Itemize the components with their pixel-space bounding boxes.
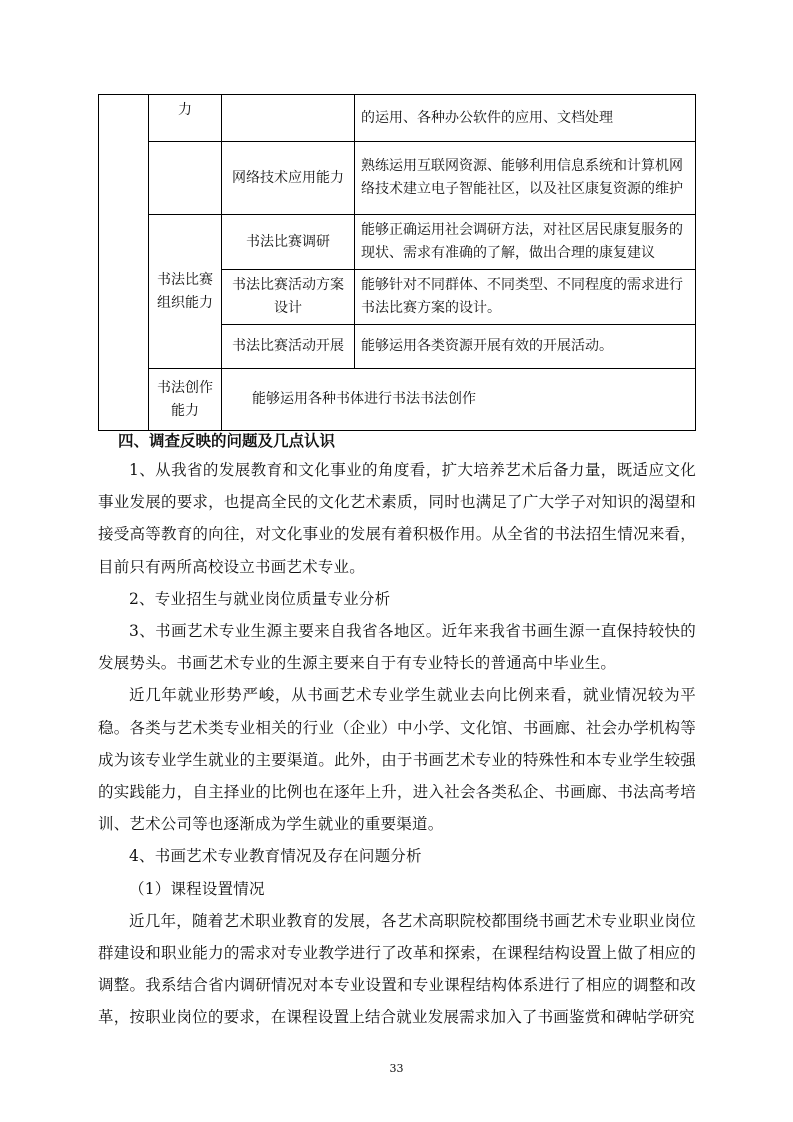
table-row [99, 215, 696, 270]
paragraph: 1、从我省的发展教育和文化事业的角度看，扩大培养艺术后备力量，既适应文化事业发展的要求，也提高全民的文化艺术素质，同时也满足了广大学子对知识的渴望和接受高等教育的向往，对文化事业的发展有着积极作用。从全省的书法招生情况来看，目前只有两所高校设立书画艺术专业。 [98, 461, 696, 576]
outer-category-cell [99, 95, 149, 431]
skill-cell: 网络技术应用能力 [222, 142, 355, 215]
description-cell: 能够运用各类资源开展有效的开展活动。 [355, 325, 696, 369]
paragraph: 近几年，随着艺术职业教育的发展，各艺术高职院校都围绕书画艺术专业职业岗位群建设和职业能力的需求对专业教学进行了改革和探索，在课程结构设置上做了相应的调整。我系结合省内调研情况对本专业设置和专业课程结构体系进行了相应的调整和改革，按职业岗位的要求，在课程设置上结合就业发展需求加入了书画鉴赏和碑帖学研究 [98, 911, 696, 1027]
section-content [98, 428, 696, 1034]
category-cell: 书法创作能力 [149, 369, 222, 431]
skill-cell: 书法比赛活动开展 [222, 325, 355, 369]
competency-table [98, 94, 696, 431]
paragraph: 近几年就业形势严峻，从书画艺术专业学生就业去向比例来看，就业情况较为平稳。各类与艺术类专业相关的行业（企业）中小学、文化馆、书画廊、社会办学机构等成为该专业学生就业的主要渠道。此外，由于书画艺术专业的特殊性和本专业学生较强的实践能力，自主择业的比例也在逐年上升，进入社会各类私企、书画廊、书法高考培训、艺术公司等也逐渐成为学生就业的重要渠道。 [98, 686, 696, 834]
table-row [99, 369, 696, 431]
paragraph: 2、专业招生与就业岗位质量专业分析 [129, 589, 391, 608]
skill-cell [222, 95, 355, 142]
skill-cell: 书法比赛活动方案设计 [222, 270, 355, 325]
skill-cell: 书法比赛调研 [222, 215, 355, 270]
description-cell: 能够运用各种书体进行书法书法创作 [222, 369, 696, 431]
paragraph: （1）课程设置情况 [129, 879, 265, 898]
category-cell-empty [149, 142, 222, 215]
description-cell: 能够正确运用社会调研方法，对社区居民康复服务的现状、需求有准确的了解，做出合理的康复建议 [355, 215, 696, 270]
category-cell: 力 [149, 95, 222, 142]
paragraph: 4、书画艺术专业教育情况及存在问题分析 [129, 847, 422, 866]
table-row [99, 142, 696, 215]
description-cell: 熟练运用互联网资源、能够利用信息系统和计算机网络技术建立电子智能社区，以及社区康复资源的维护 [355, 142, 696, 215]
table-row [99, 95, 696, 142]
section-heading: 四、调查反映的问题及几点认识 [118, 432, 336, 450]
category-cell: 书法比赛组织能力 [149, 215, 222, 369]
description-cell: 的运用、各种办公软件的应用、文档处理 [355, 95, 696, 142]
page-number: 33 [389, 1062, 404, 1075]
paragraph: 3、书画艺术专业生源主要来自我省各地区。近年来我省书画生源一直保持较快的发展势头。书画艺术专业的生源主要来自于有专业特长的普通高中毕业生。 [98, 622, 696, 673]
description-cell: 能够针对不同群体、不同类型、不同程度的需求进行书法比赛方案的设计。 [355, 270, 696, 325]
